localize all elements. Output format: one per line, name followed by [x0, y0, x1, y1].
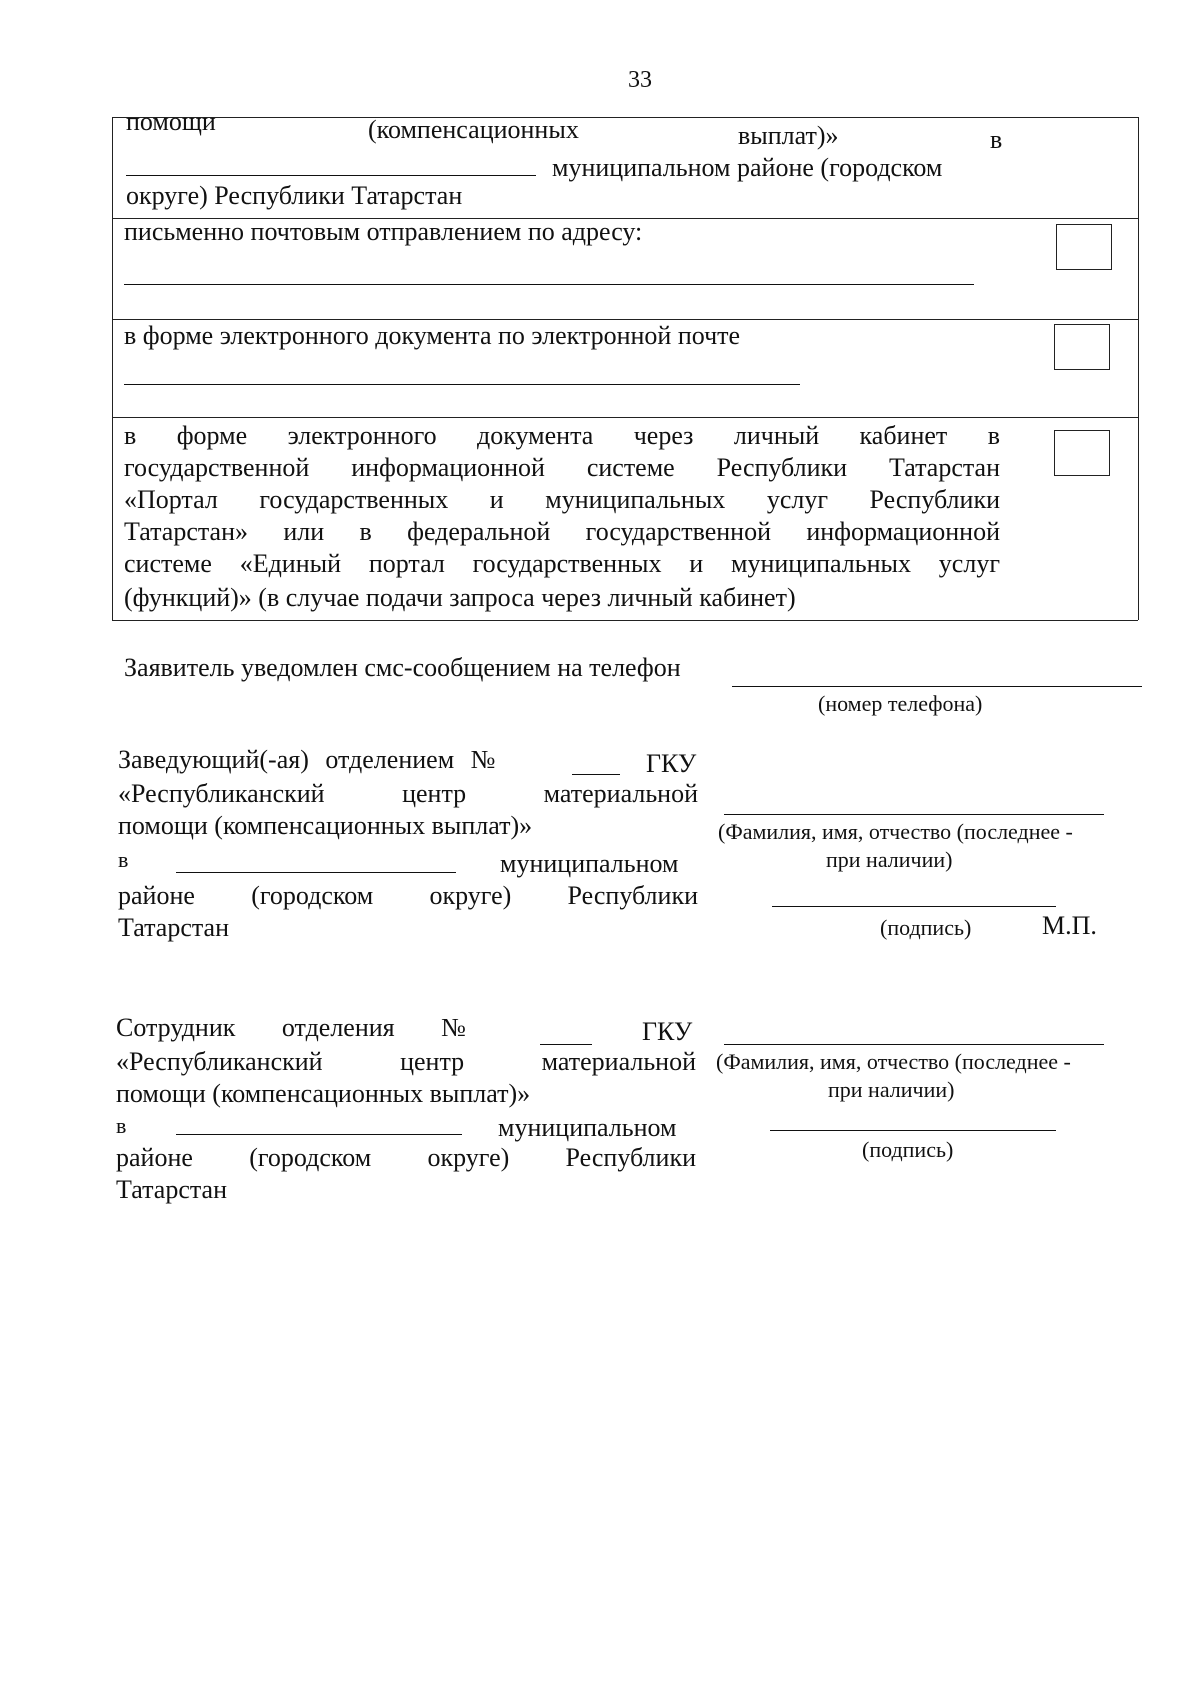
row1-word-compensation: (компенсационных [368, 115, 579, 144]
employee-title-line-4b: муниципальном [498, 1113, 677, 1142]
head-title-line-4b: муниципальном [500, 849, 679, 878]
stamp-label: М.П. [1042, 911, 1097, 940]
employee-fio-caption-2: при наличии) [828, 1077, 955, 1102]
row1-word-payments: выплат)» [738, 121, 839, 150]
employee-title-line-1a: Сотрудник отделения № [116, 1013, 466, 1042]
head-title-line-1a: Заведующий(-ая) отделением № [118, 745, 496, 774]
postal-delivery-label: письменно почтовым отправлением по адресу: [124, 217, 643, 246]
email-delivery-checkbox[interactable] [1054, 324, 1110, 370]
postal-delivery-checkbox[interactable] [1056, 224, 1112, 270]
employee-title-line-4a: в [116, 1113, 127, 1138]
employee-fio-caption-1: (Фамилия, имя, отчество (последнее - [716, 1049, 1071, 1074]
head-fio-caption-2: при наличии) [826, 847, 953, 872]
head-signature-blank[interactable] [772, 906, 1056, 907]
head-department-number-blank[interactable] [572, 774, 620, 775]
row1-district-blank[interactable] [126, 175, 536, 176]
head-district-blank[interactable] [176, 872, 456, 873]
row1-district-text: муниципальном районе (городском [552, 153, 943, 182]
head-title-line-2: «Республиканский центр материальной [118, 779, 698, 808]
employee-signature-caption: (подпись) [862, 1137, 954, 1162]
portal-delivery-line-5: системе «Единый портал государственных и муниципальных услуг [124, 549, 1000, 578]
portal-delivery-line-6: (функций)» (в случае подачи запроса через личный кабинет) [124, 583, 796, 612]
phone-number-blank[interactable] [732, 686, 1142, 687]
portal-delivery-line-4: Татарстан» или в федеральной государственной информационной [124, 517, 1000, 546]
portal-delivery-line-1: в форме электронного документа через личный кабинет в [124, 421, 1000, 450]
email-delivery-label: в форме электронного документа по электронной почте [124, 321, 741, 350]
head-title-line-5: районе (городском округе) Республики [118, 881, 698, 910]
portal-delivery-line-3: «Портал государственных и муниципальных услуг Республики [124, 485, 1000, 514]
employee-title-line-1b: ГКУ [642, 1017, 693, 1046]
row1-word-pomoshchi: помощи [126, 107, 216, 136]
employee-title-line-6: Татарстан [116, 1175, 227, 1204]
portal-delivery-line-2: государственной информационной системе Республики Татарстан [124, 453, 1000, 482]
head-signature-caption: (подпись) [880, 915, 972, 940]
head-fio-caption-1: (Фамилия, имя, отчество (последнее - [718, 819, 1073, 844]
row1-republic-text: округе) Республики Татарстан [126, 181, 463, 210]
row1-word-v: в [990, 125, 1003, 154]
employee-title-line-2: «Республиканский центр материальной [116, 1047, 696, 1076]
head-title-line-4a: в [118, 847, 129, 872]
postal-address-blank[interactable] [124, 284, 974, 285]
phone-number-caption: (номер телефона) [818, 691, 983, 716]
employee-department-number-blank[interactable] [540, 1044, 592, 1045]
employee-district-blank[interactable] [176, 1134, 462, 1135]
page-number: 33 [628, 67, 652, 93]
portal-delivery-checkbox[interactable] [1054, 430, 1110, 476]
head-title-line-6: Татарстан [118, 913, 229, 942]
employee-title-line-5: районе (городском округе) Республики [116, 1143, 696, 1172]
sms-notification-text: Заявитель уведомлен смс-сообщением на телефон [124, 653, 681, 682]
head-title-line-3: помощи (компенсационных выплат)» [118, 811, 533, 840]
employee-fio-blank[interactable] [724, 1044, 1104, 1045]
email-address-blank[interactable] [124, 384, 800, 385]
employee-title-line-3: помощи (компенсационных выплат)» [116, 1079, 531, 1108]
employee-signature-blank[interactable] [770, 1130, 1056, 1131]
head-fio-blank[interactable] [724, 814, 1104, 815]
head-title-line-1b: ГКУ [646, 749, 697, 778]
